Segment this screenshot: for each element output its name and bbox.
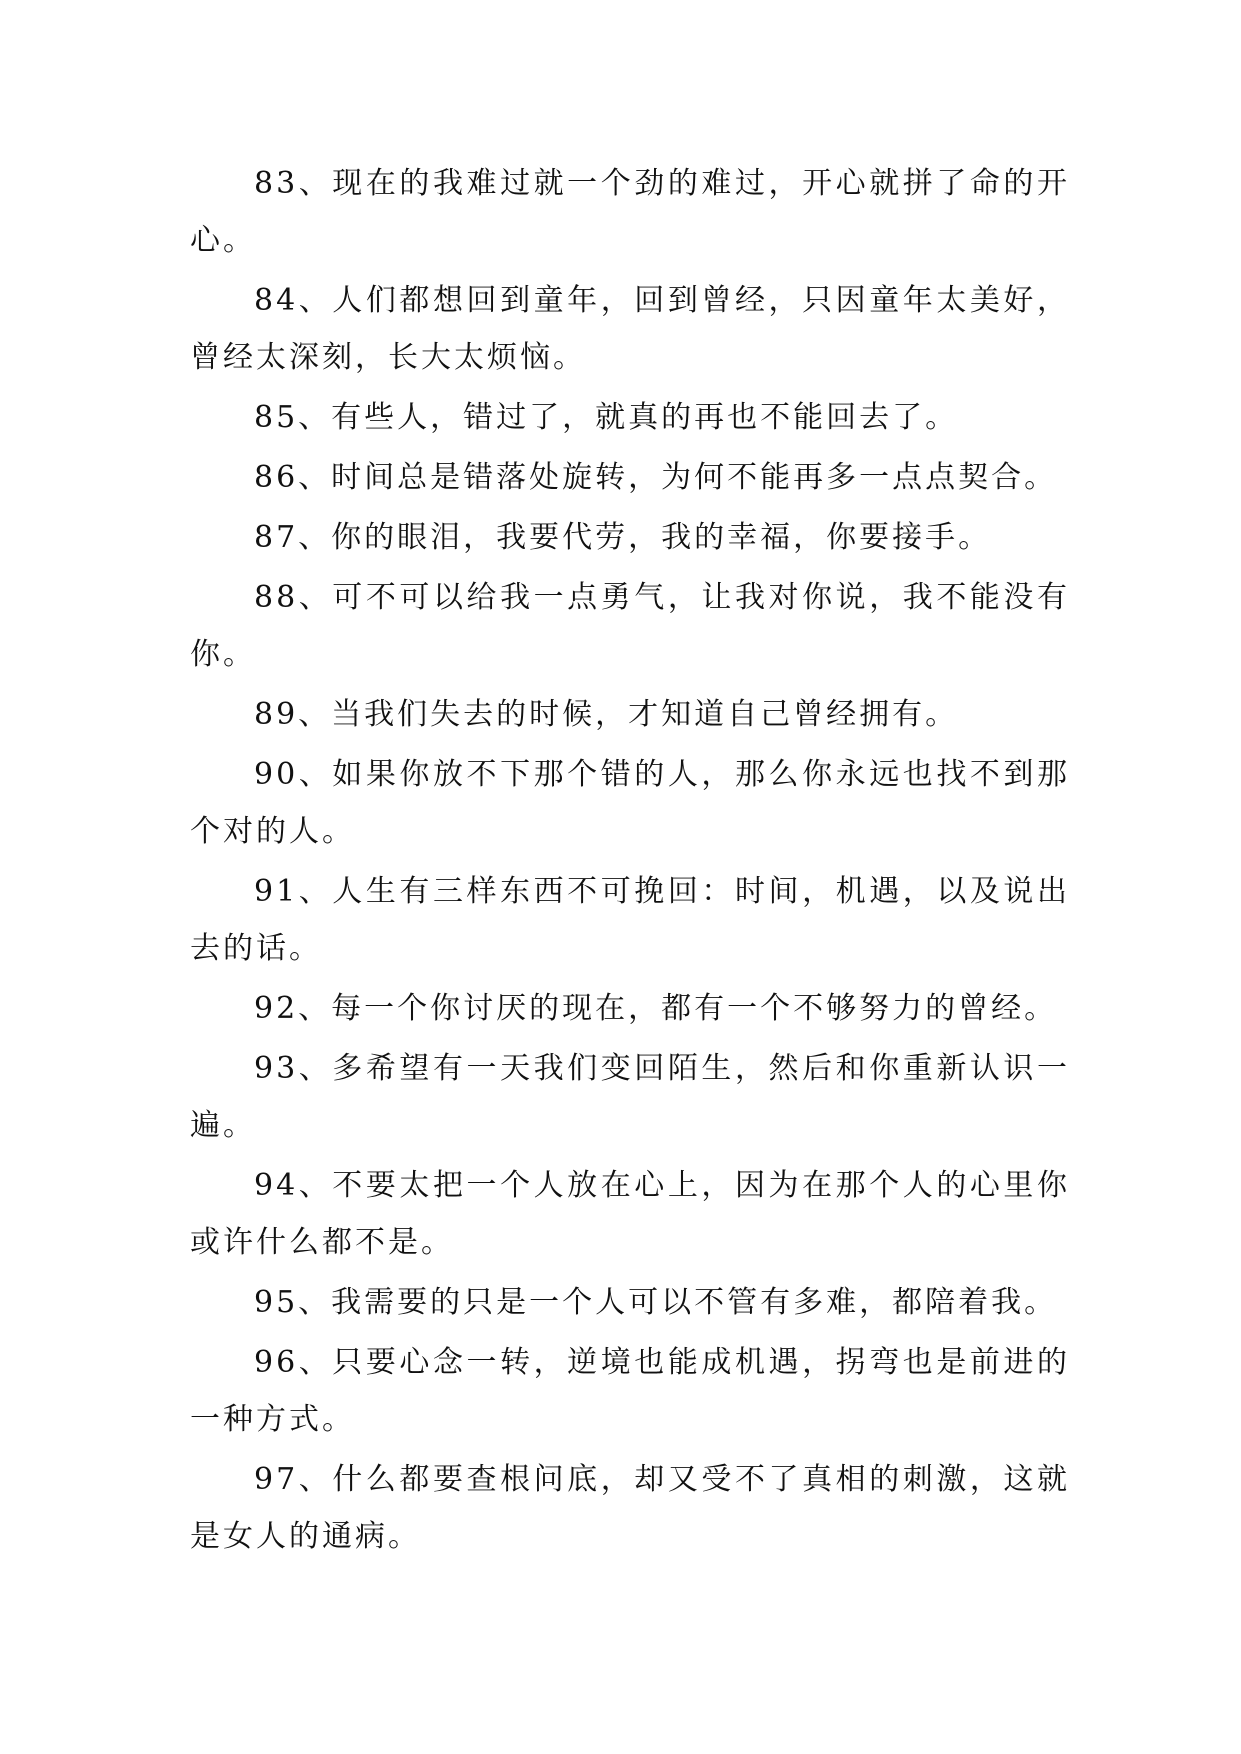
- document-body: [190, 155, 1070, 1568]
- paragraph-86: 86、时间总是错落处旋转，为何不能再多一点点契合。: [254, 460, 1058, 495]
- paragraph-94: 94、不要太把一个人放在心上，因为在那个人的心里你或许什么都不是。: [190, 1168, 1070, 1260]
- paragraph-97: 97、什么都要查根问底，却又受不了真相的刺激，这就是女人的通病。: [190, 1462, 1070, 1554]
- paragraph-93: 93、多希望有一天我们变回陌生，然后和你重新认识一遍。: [190, 1051, 1070, 1143]
- paragraph-89: 89、当我们失去的时候，才知道自己曾经拥有。: [254, 697, 959, 732]
- paragraph-91: 91、人生有三样东西不可挽回：时间，机遇，以及说出去的话。: [190, 874, 1070, 966]
- paragraph-87: 87、你的眼泪，我要代劳，我的幸福，你要接手。: [254, 520, 992, 555]
- paragraph-83: 83、现在的我难过就一个劲的难过，开心就拼了命的开心。: [190, 166, 1070, 258]
- paragraph-88: 88、可不可以给我一点勇气，让我对你说，我不能没有你。: [190, 580, 1070, 672]
- paragraph-95: 95、我需要的只是一个人可以不管有多难，都陪着我。: [254, 1285, 1058, 1320]
- paragraph-96: 96、只要心念一转，逆境也能成机遇，拐弯也是前进的一种方式。: [190, 1345, 1070, 1437]
- paragraph-84: 84、人们都想回到童年，回到曾经，只因童年太美好，曾经太深刻，长大太烦恼。: [190, 283, 1070, 375]
- paragraph-85: 85、有些人，错过了，就真的再也不能回去了。: [254, 400, 959, 435]
- paragraph-92: 92、每一个你讨厌的现在，都有一个不够努力的曾经。: [254, 991, 1058, 1026]
- paragraph-90: 90、如果你放不下那个错的人，那么你永远也找不到那个对的人。: [190, 757, 1070, 849]
